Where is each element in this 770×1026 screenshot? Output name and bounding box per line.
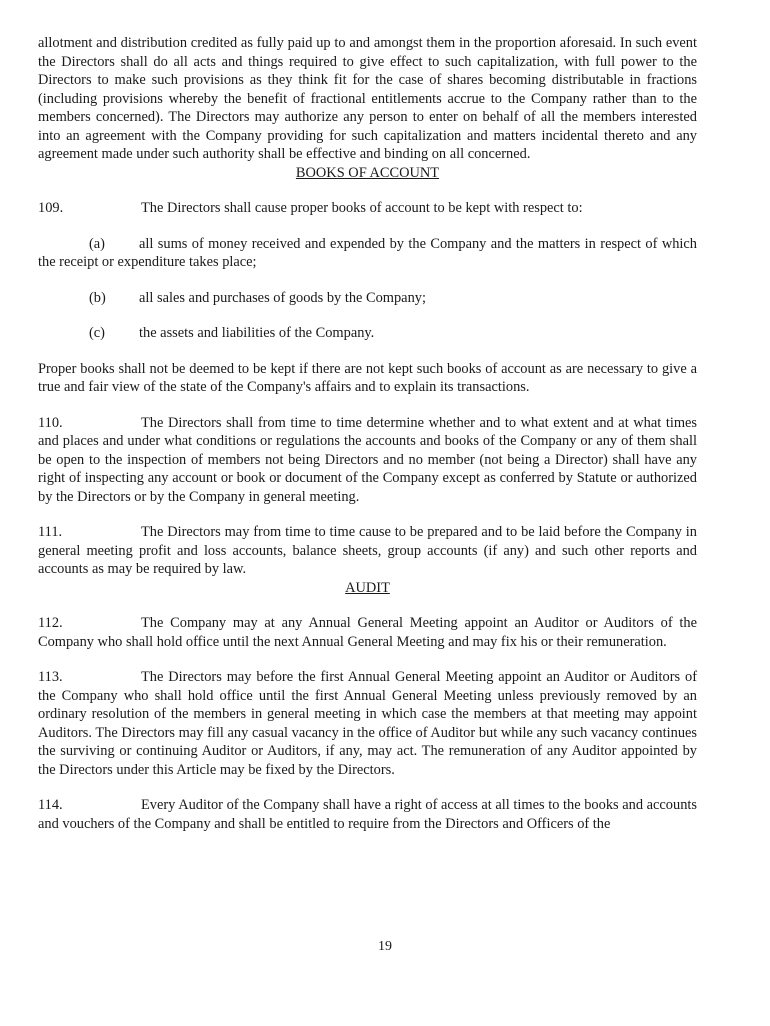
- article-109-item-b: [38, 289, 697, 308]
- article-number: 112.: [38, 615, 63, 631]
- article-109: [38, 199, 697, 218]
- item-text: the assets and liabilities of the Company.: [139, 325, 375, 341]
- item-text: all sales and purchases of goods by the Company;: [139, 289, 426, 306]
- section-heading-audit: AUDIT: [345, 579, 390, 596]
- article-112: [38, 614, 697, 651]
- section-heading-books-of-account: BOOKS OF ACCOUNT: [295, 164, 440, 181]
- article-number: 113.: [38, 669, 63, 685]
- article-text: Every Auditor of the Company shall have a right of access at all times to the books and accounts and vouchers of the Company and shall be entitled to require from the Directors and Officers of the: [38, 797, 697, 832]
- article-number: 109.: [38, 200, 64, 216]
- article-text: The Directors shall from time to time determine whether and to what extent and at what times and places and under what conditions or regulations the accounts and books of the Company or any of them shall be open to the inspection of members not being Directors and no member (not being a Director) shall have any right of inspecting any account or book or document of the Company except as conferred by Statute or authorized by the Directors or by the Company in general meeting.: [38, 414, 697, 505]
- intro-paragraph: allotment and distribution credited as fully paid up to and amongst them in the proportion aforesaid. In such event the Directors shall do all acts and things required to give effect to such capitalization, with full power to the Directors to make such provisions as they think fit for the case of shares becoming distributable in fractions (including provisions whereby the benefit of fractional entitlements accrue to the Company rather than to the members concerned). The Directors may authorize any person to enter on behalf of all the members interested into an agreement with the Company providing for such capitalization and matters incidental thereto and any agreement made under such authority shall be effective and binding on all concerned.: [38, 35, 697, 162]
- item-label: (c): [89, 325, 105, 341]
- article-number: 114.: [38, 797, 63, 813]
- item-text: all sums of money received and expended by the Company and the matters in respect of which the receipt or expenditure takes place;: [38, 235, 697, 270]
- article-114: [38, 796, 697, 833]
- article-109-item-a: [38, 235, 697, 272]
- article-number: 111.: [38, 524, 63, 540]
- article-text: The Directors shall cause proper books of account to be kept with respect to:: [141, 200, 583, 216]
- page-number: 19: [378, 939, 392, 954]
- article-110: [38, 414, 697, 507]
- article-111: [38, 523, 697, 579]
- article-number: 110.: [38, 414, 63, 431]
- article-109-closing: Proper books shall not be deemed to be kept if there are not kept such books of account as are necessary to give a true and fair view of the state of the Company's affairs and to explain its transactions.: [38, 360, 697, 395]
- item-label: (b): [89, 289, 106, 306]
- document-page: [38, 34, 697, 833]
- article-text: The Directors may before the first Annual General Meeting appoint an Auditor or Auditors of the Company who shall hold office until the first Annual General Meeting unless previously removed by an ordinary resolution of the members in general meeting in which case the members at that meeting may appoint Auditors. The Directors may fill any casual vacancy in the office of Auditor but while any such vacancy continues the surviving or continuing Auditor or Auditors, if any, may act. The remuneration of any Auditor appointed by the Directors under this Article may be fixed by the Directors.: [38, 669, 697, 778]
- article-text: The Directors may from time to time cause to be prepared and to be laid before the Company in general meeting profit and loss accounts, balance sheets, group accounts (if any) and such other reports and accounts as may be required by law.: [38, 524, 697, 577]
- article-113: [38, 668, 697, 779]
- article-109-item-c: [38, 324, 697, 343]
- article-text: The Company may at any Annual General Meeting appoint an Auditor or Auditors of the Company who shall hold office until the next Annual General Meeting and may fix his or their remuneration.: [38, 615, 697, 650]
- item-label: (a): [89, 235, 105, 252]
